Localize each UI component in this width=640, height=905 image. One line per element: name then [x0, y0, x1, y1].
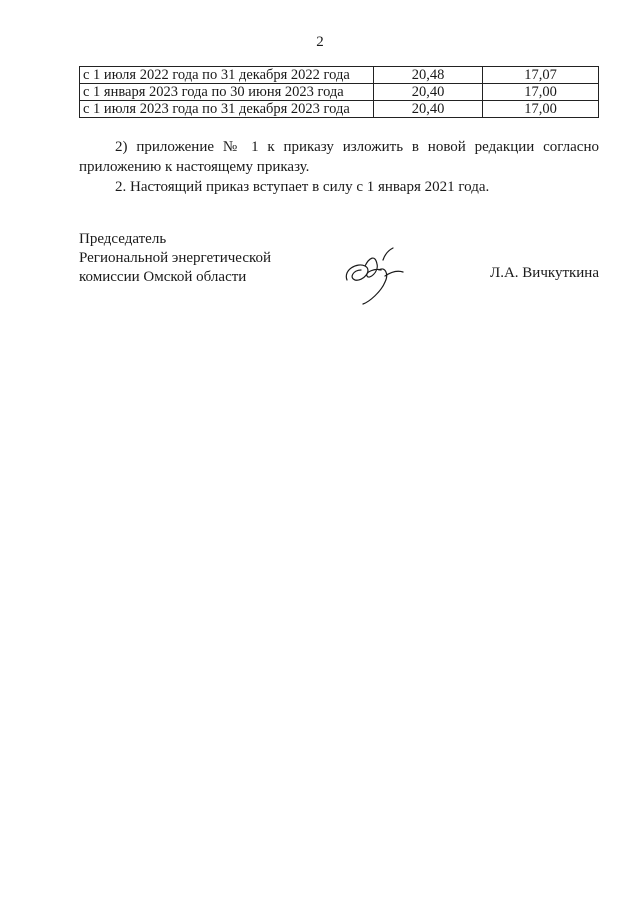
signature-block — [79, 230, 599, 310]
table-cell-value1: 20,40 — [374, 84, 483, 101]
table-cell-value1: 20,40 — [374, 101, 483, 118]
body-text — [79, 137, 599, 197]
tariff-table — [79, 66, 599, 118]
table-row — [80, 84, 599, 101]
table-cell-value1: 20,48 — [374, 67, 483, 84]
table-cell-period: с 1 января 2023 года по 30 июня 2023 года — [80, 84, 374, 101]
table-cell-value2: 17,07 — [483, 67, 599, 84]
handwritten-signature — [339, 240, 409, 308]
paragraph-effective-date: 2. Настоящий приказ вступает в силу с 1 января 2021 года. — [115, 179, 490, 195]
signer-position-line: Региональной энергетической — [79, 250, 272, 266]
signer-position-line: Председатель — [79, 231, 167, 247]
signer-position — [79, 230, 271, 287]
paragraph-item-2: 2) приложение № 1 к приказу изложить в новой редакции согласно приложению к настоящему приказу. — [79, 139, 599, 175]
table-cell-period: с 1 июля 2022 года по 31 декабря 2022 года — [80, 67, 374, 84]
page-number: 2 — [316, 34, 324, 50]
table-cell-period: с 1 июля 2023 года по 31 декабря 2023 года — [80, 101, 374, 118]
table-cell-value2: 17,00 — [483, 84, 599, 101]
table-cell-value2: 17,00 — [483, 101, 599, 118]
table-row — [80, 67, 599, 84]
table-row — [80, 101, 599, 118]
signer-name: Л.А. Вичкуткина — [490, 265, 599, 281]
signer-position-line: комиссии Омской области — [79, 269, 247, 285]
